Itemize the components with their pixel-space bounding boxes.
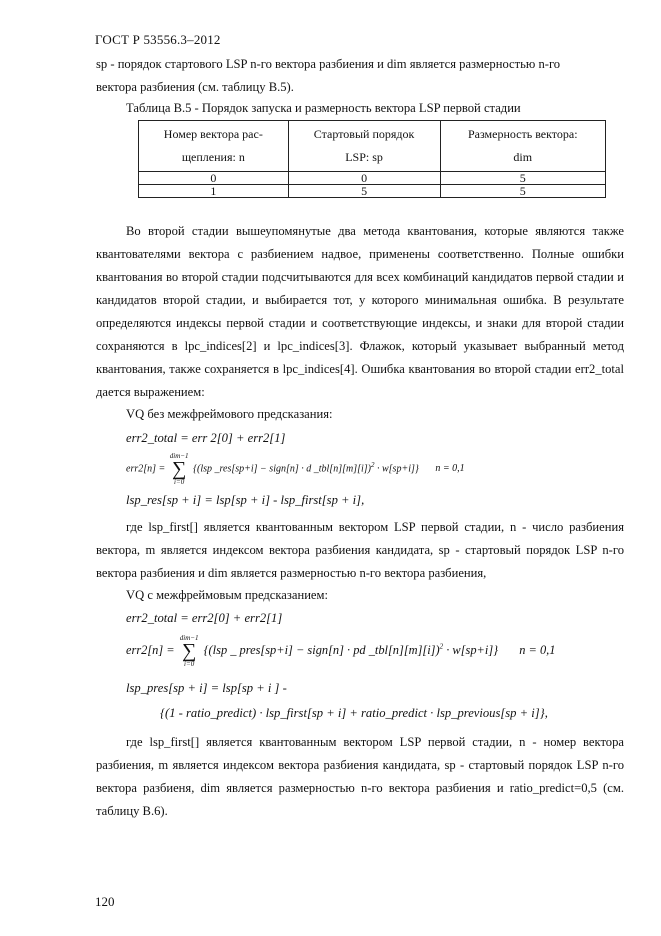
- intro-line-1: sp - порядок стартового LSP n-го вектора разбиения и dim является размерностью n-го: [96, 57, 561, 71]
- equation-err2-n-1: err2[n] = dim−1 ∑ i=0 {(lsp _res[sp+i] − sign[n] · d _tbl[n][m][i])$^2$ · w[sp+i]} n = 0,1: [126, 452, 465, 486]
- page-number: 120: [95, 894, 115, 909]
- table-cell: 5: [440, 172, 605, 185]
- table-caption: Таблица В.5 - Порядок запуска и размерность вектора LSP первой стадии: [126, 101, 521, 115]
- table-header-row: [139, 121, 606, 172]
- vq-with-prediction-label: VQ с межфреймовым предсказанием:: [126, 588, 328, 602]
- table-b5: [138, 120, 606, 198]
- sum-symbol: dim−1 ∑ i=0: [169, 452, 189, 486]
- table-cell: 0: [139, 172, 289, 185]
- equation-err2-total-2: err2_total = err2[0] + err2[1]: [126, 611, 283, 625]
- sum-symbol: dim−1 ∑ i=0: [179, 634, 199, 668]
- intro-line-2: вектора разбиения (см. таблицу В.5).: [96, 80, 294, 94]
- table-row: [139, 185, 606, 198]
- paragraph-second-stage: Во второй стадии вышеупомянутые два метода квантования, которые являются также квантователями вектора с разбиением надвое, применены соответственно. Полные ошибки квантования во второй стадии подсчитываются для всех комбинаций кандидатов первой стадии и кандидатов второй стадии, и выбирается тот, у которого минимальная ошибка. В результате определяются индексы первой стадии и соответствующие индексы, и знаки для второй стадии сохраняются в lpc_indices[2] и lpc_indices[3]. Флажок, который указывает выбранный метод квантования, также сохраняется в lpc_indices[4]. Ошибка квантования во второй стадии err2_total дается выражением:: [96, 224, 624, 399]
- table-row: [139, 172, 606, 185]
- table-cell: 1: [139, 185, 289, 198]
- paragraph-definitions-1: где lsp_first[] является квантованным вектором LSP первой стадии, n - число разбиения вектора, m является индексом вектора разбиения кандидата, sp - стартовый порядок LSP n-го вектора разбиения и dim является размерностью n-го вектора разбиения,: [96, 520, 624, 580]
- equation-err2-total-1: err2_total = err 2[0] + err2[1]: [126, 431, 286, 445]
- header-cell-sp: Стартовый порядок LSP: sp: [288, 121, 440, 172]
- page-header: ГОСТ Р 53556.3–2012: [95, 32, 221, 47]
- equation-err2-n-2: err2[n] = dim−1 ∑ i=0 {(lsp _ pres[sp+i] − sign[n] · pd _tbl[n][m][i])$^2$ · w[sp+i]} n = 0,1: [126, 634, 556, 668]
- paragraph-definitions-2: где lsp_first[] является квантованным вектором LSP первой стадии, n - номер вектора разбиения, m является индексом вектора разбиения кандидата, sp - стартовый порядок LSP n-го вектора разбиеня, dim является размерностью n-го вектора разбиения и ratio_predict=0,5 (см. таблицу В.6).: [96, 735, 624, 818]
- vq-without-prediction-label: VQ без межфреймового предсказания:: [126, 407, 333, 421]
- equation-lsp-res: lsp_res[sp + i] = lsp[sp + i] - lsp_first[sp + i],: [126, 493, 365, 507]
- table-cell: 0: [288, 172, 440, 185]
- table-cell: 5: [440, 185, 605, 198]
- table-cell: 5: [288, 185, 440, 198]
- equation-lsp-pres: lsp_pres[sp + i] = lsp[sp + i ] -: [126, 681, 287, 695]
- header-cell-n: Номер вектора рас- щепления: n: [139, 121, 289, 172]
- equation-lsp-pres-continuation: {(1 - ratio_predict) · lsp_first[sp + i] + ratio_predict · lsp_previous[sp + i]},: [160, 706, 548, 720]
- intro-paragraph: [96, 53, 624, 99]
- header-cell-dim: Размерность вектора: dim: [440, 121, 605, 172]
